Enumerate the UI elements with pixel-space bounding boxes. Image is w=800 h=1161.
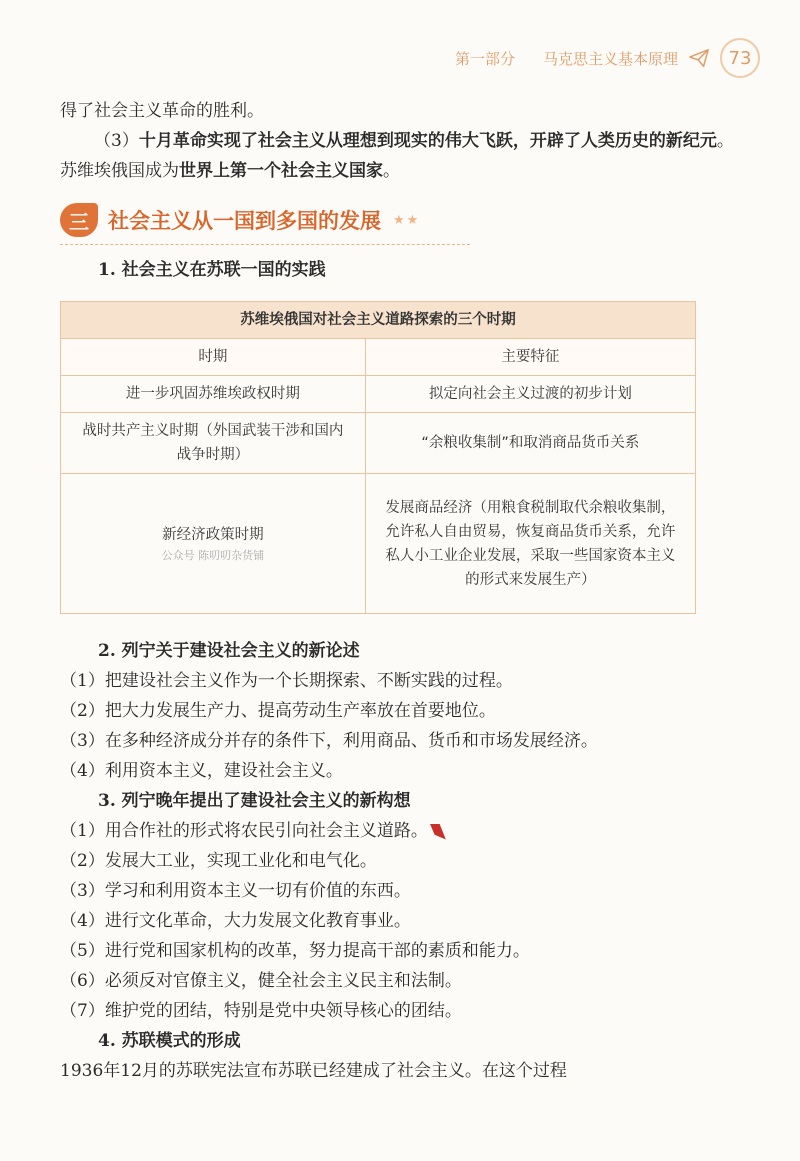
col-header-period: 时期 (61, 339, 366, 376)
cell-period: 进一步巩固苏维埃政权时期 (61, 376, 366, 413)
list-item: （2）发展大工业，实现工业化和电气化。 (60, 851, 377, 871)
cell-period-group (61, 474, 366, 614)
table-row (61, 413, 696, 474)
subheading-4: 4. 苏联模式的形成 (98, 1031, 241, 1051)
correction-mark-icon (430, 824, 446, 840)
page-body (60, 96, 740, 1086)
subheading-2: 2. 列宁关于建设社会主义的新论述 (98, 641, 360, 661)
page-number: 73 (720, 38, 760, 78)
watermark: 公众号 陈叨叨杂货铺 (161, 548, 265, 562)
list-item: （1）用合作社的形式将农民引向社会主义道路。 (60, 821, 428, 841)
list-item: （7）维护党的团结，特别是党中央领导核心的团结。 (60, 1001, 462, 1021)
section-title: 社会主义从一国到多国的发展 (108, 208, 381, 233)
subheading-3: 3. 列宁晚年提出了建设社会主义的新构想 (98, 791, 411, 811)
item3-bold2: 世界上第一个社会主义国家 (179, 161, 383, 181)
table-row (61, 474, 696, 614)
list-item: （6）必须反对官僚主义，健全社会主义民主和法制。 (60, 971, 462, 991)
header-title: 马克思主义基本原理 (542, 49, 678, 68)
item3-mid: 。苏维埃俄国成为 (60, 131, 734, 181)
item3-bold1: 十月革命实现了社会主义从理想到现实的伟大飞跃，开辟了人类历史的新纪元 (138, 131, 717, 151)
cell-feature: 拟定向社会主义过渡的初步计划 (365, 376, 695, 413)
intro-item3 (60, 126, 740, 186)
list-item: （5）进行党和国家机构的改革，努力提高干部的素质和能力。 (60, 941, 530, 961)
list-item: （3）学习和利用资本主义一切有价值的东西。 (60, 881, 411, 901)
table-caption: 苏维埃俄国对社会主义道路探索的三个时期 (61, 302, 696, 339)
difficulty-stars: ★★ (393, 212, 421, 228)
cell-period: 战时共产主义时期（外国武装干涉和国内战争时期） (61, 413, 366, 474)
paper-plane-icon (688, 47, 710, 69)
list-item: （4）利用资本主义，建设社会主义。 (60, 761, 343, 781)
cell-period: 新经济政策时期 (162, 526, 264, 543)
section-heading (60, 200, 470, 245)
subheading-1: 1. 社会主义在苏联一国的实践 (98, 260, 326, 280)
list-item: （4）进行文化革命，大力发展文化教育事业。 (60, 911, 411, 931)
cell-feature: 发展商品经济（用粮食税制取代余粮收集制，允许私人自由贸易，恢复商品货币关系，允许私人小工业企业发展，采取一些国家资本主义的形式来发展生产） (365, 474, 695, 614)
intro-line: 得了社会主义革命的胜利。 (60, 101, 264, 121)
list-item: （3）在多种经济成分并存的条件下，利用商品、货币和市场发展经济。 (60, 731, 598, 751)
cell-feature: “余粮收集制”和取消商品货币关系 (365, 413, 695, 474)
last-line: 1936年12月的苏联宪法宣布苏联已经建成了社会主义。在这个过程 (60, 1061, 567, 1081)
section-badge: 三 (60, 203, 98, 237)
periods-table (60, 301, 696, 614)
page-header (455, 40, 760, 76)
header-part: 第一部分 (454, 49, 515, 68)
col-header-feature: 主要特征 (365, 339, 695, 376)
list-item: （1）把建设社会主义作为一个长期探索、不断实践的过程。 (60, 671, 513, 691)
list-item-with-mark (60, 816, 740, 846)
table-row (61, 376, 696, 413)
list-item: （2）把大力发展生产力、提高劳动生产率放在首要地位。 (60, 701, 496, 721)
item3-end: 。 (383, 161, 400, 181)
item3-prefix: （3） (94, 131, 139, 151)
